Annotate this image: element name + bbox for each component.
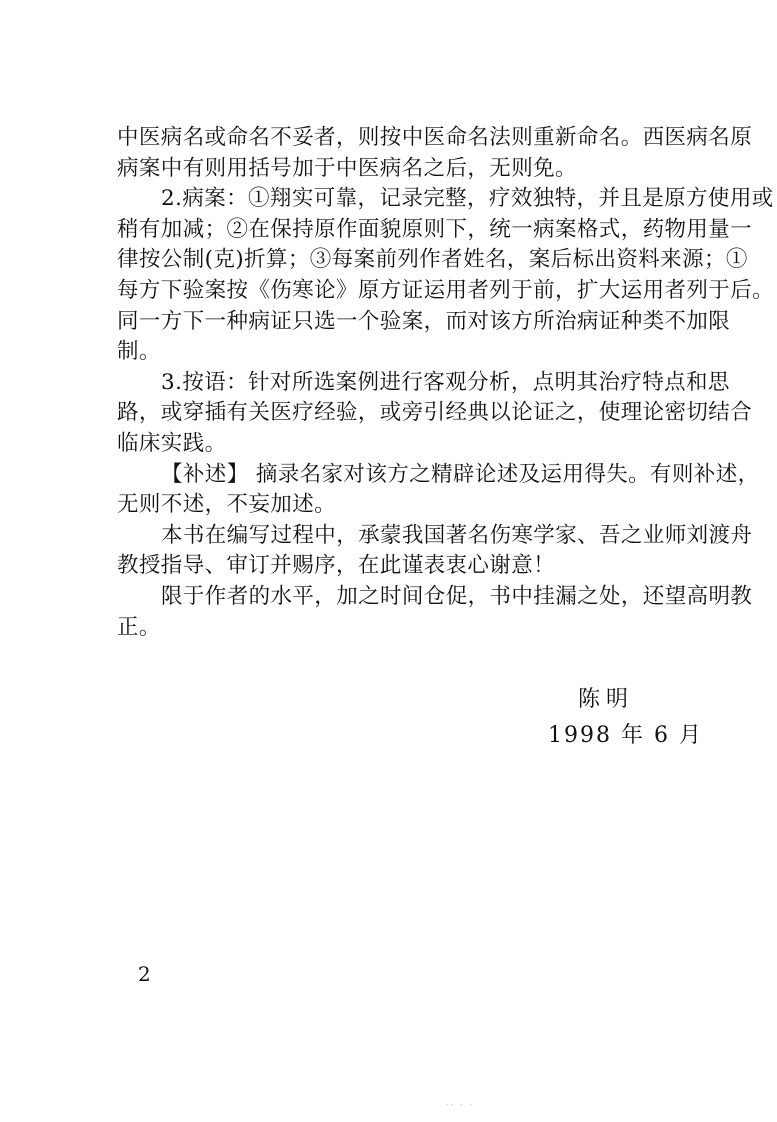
text-line: 每方下验案按《伤寒论》原方证运用者列于前，扩大运用者列于后。 (117, 277, 775, 303)
text-line: 2.病案：①翔实可靠，记录完整，疗效独特，并且是原方使用或 (161, 186, 774, 212)
text-line: 中医病名或命名不妥者，则按中医命名法则重新命名。西医病名原 (117, 125, 753, 150)
text-line: 路，或穿插有关医疗经验，或旁引经典以论证之，使理论密切结合 (117, 400, 753, 426)
text-line: 正。 (117, 614, 161, 640)
text-line: 无则不述，不妄加述。 (117, 492, 337, 518)
document-body (117, 123, 775, 643)
text-line: 律按公制(克)折算；③每案前列作者姓名，案后标出资料来源；① (117, 247, 748, 273)
text-line: 同一方下一种病证只选一个验案，而对该方所治病证种类不加限 (117, 308, 731, 334)
text-line: 3.按语：针对所选案例进行客观分析，点明其治疗特点和思 (161, 369, 730, 395)
text-line: 教授指导、审订并赐序，在此谨表衷心谢意！ (117, 553, 556, 579)
footer-mark: -- - - (446, 1100, 474, 1109)
text-line: 限于作者的水平，加之时间仓促，书中挂漏之处，还望高明教 (161, 583, 753, 609)
text-line: 【补述】 摘录名家对该方之精辟论述及运用得失。有则补述， (161, 461, 760, 487)
text-line: 临床实践。 (117, 430, 227, 456)
text-line: 制。 (117, 339, 161, 365)
text-line: 本书在编写过程中，承蒙我国著名伤寒学家、吾之业师刘渡舟 (161, 522, 753, 548)
signature-name: 陈明 (578, 687, 635, 712)
signature-date: 1998 年 6 月 (548, 723, 703, 748)
text-line: 稍有加减；②在保持原作面貌原则下，统一病案格式，药物用量一 (117, 216, 753, 242)
text-line: 病案中有则用括号加于中医病名之后，无则免。 (117, 155, 577, 181)
page-number: 2 (138, 962, 151, 986)
